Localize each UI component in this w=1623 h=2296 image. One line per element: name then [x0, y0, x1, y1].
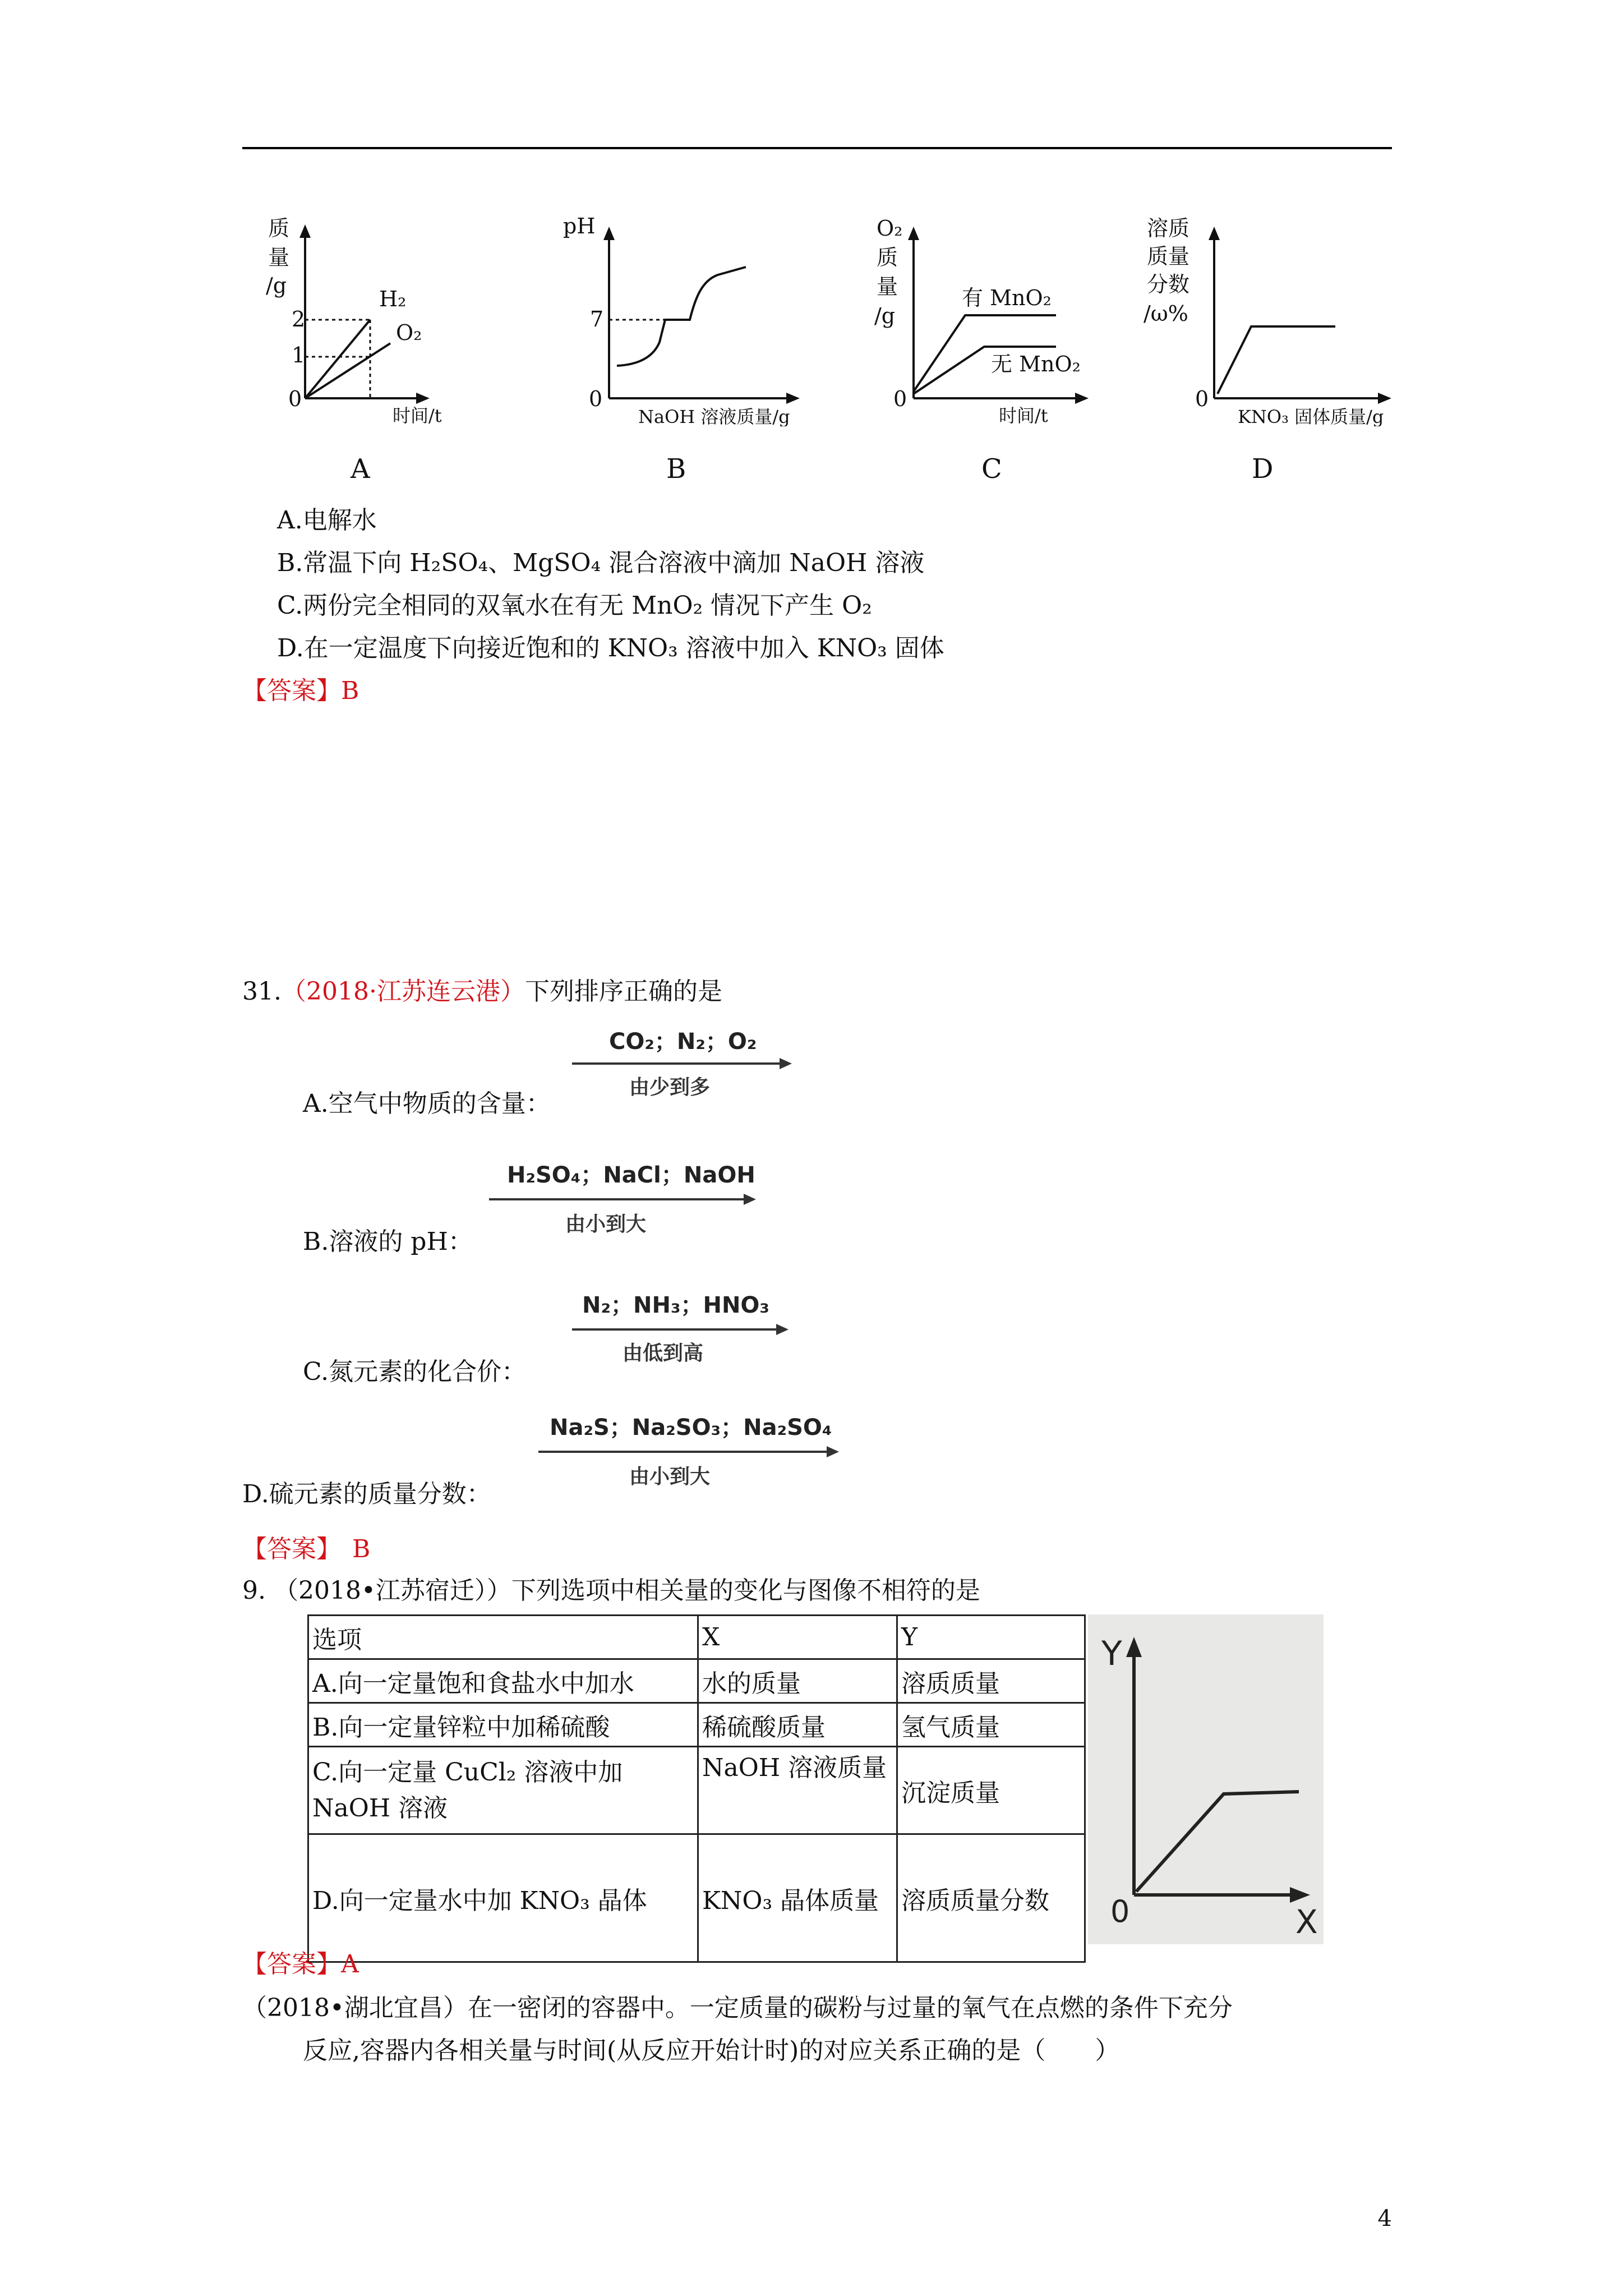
graph-b-letter: B	[666, 453, 686, 485]
q9-photo-y: Y	[1101, 1634, 1122, 1673]
graph-c-ylabel-2: 质	[877, 245, 898, 270]
table-row	[308, 1703, 1085, 1747]
q1-option-c: C.两份完全相同的双氧水在有无 MnO₂ 情况下产生 O₂	[277, 591, 872, 620]
graph-b-ylabel: pH	[563, 214, 596, 238]
q1-option-d: D.在一定温度下向接近饱和的 KNO₃ 溶液中加入 KNO₃ 固体	[277, 634, 944, 662]
q9-row-d-y: 溶质质量分数	[897, 1834, 1085, 1962]
graph-b-origin: 0	[589, 386, 603, 411]
graph-a-line-h2: H₂	[379, 287, 407, 311]
q31-option-d-top: Na₂S；Na₂SO₃；Na₂SO₄	[550, 1415, 832, 1441]
q1-option-a: A.电解水	[277, 506, 377, 535]
q31-option-c-label: C.氮元素的化合价：	[303, 1358, 527, 1386]
q31-option-b-label: B.溶液的 pH：	[303, 1227, 473, 1256]
q31-option-a-top: CO₂；N₂；O₂	[609, 1029, 757, 1055]
q31-answer	[242, 1534, 370, 1565]
q9-row-c-y: 沉淀质量	[897, 1747, 1085, 1834]
graph-a	[258, 213, 471, 426]
table-row	[308, 1616, 1085, 1659]
graph-d-letter: D	[1252, 453, 1274, 485]
q9-row-d-option: D.向一定量水中加 KNO₃ 晶体	[308, 1834, 698, 1962]
q9-header-y: Y	[897, 1616, 1085, 1659]
header-rule	[242, 147, 1392, 149]
q9-photo-origin: 0	[1110, 1894, 1130, 1929]
graph-a-ylabel-1: 质	[268, 216, 290, 241]
q1-option-b: B.常温下向 H₂SO₄、MgSO₄ 混合溶液中滴加 NaOH 溶液	[277, 549, 925, 577]
q9-row-b-y: 氢气质量	[897, 1703, 1085, 1747]
q9-graph-photo	[1088, 1614, 1324, 1944]
graph-d	[1136, 213, 1405, 426]
q9-answer-value: A	[341, 1950, 359, 1978]
q9-row-b-option: B.向一定量锌粒中加稀硫酸	[308, 1703, 698, 1747]
q9-row-d-x: KNO₃ 晶体质量	[698, 1834, 897, 1962]
q9-header-x: X	[698, 1616, 897, 1659]
table-row	[308, 1747, 1085, 1834]
q1-answer-value: B	[341, 677, 359, 705]
q31-option-d-arrow	[533, 1407, 847, 1493]
q31-number: 31.	[242, 977, 282, 1006]
q9-row-a-x: 水的质量	[698, 1659, 897, 1703]
q31-option-b-top: H₂SO₄；NaCl；NaOH	[507, 1162, 755, 1188]
table-row	[308, 1834, 1085, 1962]
q31-option-a-label: A.空气中物质的含量：	[303, 1089, 551, 1118]
q9-answer-label: 【答案】	[242, 1950, 341, 1978]
graph-d-ylabel-2: 质量	[1147, 244, 1190, 269]
q31-option-b-arrow	[483, 1154, 764, 1241]
graph-c	[866, 213, 1102, 426]
q9-row-a-y: 溶质质量	[897, 1659, 1085, 1703]
q1-answer	[242, 675, 359, 707]
graph-c-xlabel: 时间/t	[999, 405, 1048, 426]
graph-a-ylabel-2: 量	[268, 245, 290, 270]
graph-c-ylabel-4: /g	[874, 303, 896, 328]
q9-photo-x: X	[1295, 1903, 1318, 1941]
graph-b	[555, 213, 813, 426]
graph-a-line-o2: O₂	[396, 320, 422, 345]
q9-row-b-x: 稀硫酸质量	[698, 1703, 897, 1747]
q1-answer-label: 【答案】	[242, 677, 341, 705]
q9-header-option: 选项	[308, 1616, 698, 1659]
next-question-line-1: （2018•湖北宜昌）在一密闭的容器中。一定质量的碳粉与过量的氧气在点燃的条件下充分	[242, 1994, 1233, 2022]
q9-row-a-option: A.向一定量饱和食盐水中加水	[308, 1659, 698, 1703]
q31-option-c-bottom: 由低到高	[623, 1342, 704, 1365]
q31-option-b-bottom: 由小到大	[565, 1213, 647, 1236]
graph-c-letter: C	[981, 453, 1002, 485]
q31-answer-label: 【答案】	[242, 1535, 341, 1563]
q31-option-c-arrow	[566, 1285, 802, 1371]
graph-b-ytick-7: 7	[590, 307, 604, 332]
graph-a-ytick-2: 2	[292, 307, 306, 332]
q31-option-c-top: N₂；NH₃；HNO₃	[582, 1292, 769, 1318]
q9-row-c-x: NaOH 溶液质量	[698, 1747, 897, 1834]
graph-a-xlabel: 时间/t	[393, 405, 442, 426]
q31-source: （2018·江苏连云港）	[281, 977, 525, 1006]
q31-option-a-bottom: 由少到多	[629, 1076, 711, 1099]
q9-table	[307, 1614, 1086, 1963]
graph-a-ylabel-3: /g	[266, 273, 287, 298]
graph-c-ylabel-1: O₂	[877, 216, 903, 241]
page-number: 4	[1377, 2206, 1392, 2231]
graph-b-xlabel: NaOH 溶液质量/g	[638, 406, 790, 426]
q31-option-d-label: D.硫元素的质量分数：	[242, 1480, 491, 1508]
q31-heading	[242, 976, 722, 1007]
next-question-line-2: 反应,容器内各相关量与时间(从反应开始计时)的对应关系正确的是（ ）	[303, 2036, 1120, 2065]
q31-stem: 下列排序正确的是	[524, 977, 722, 1006]
q9-heading: 9. （2018•江苏宿迁））下列选项中相关量的变化与图像不相符的是	[242, 1576, 980, 1605]
table-row	[308, 1659, 1085, 1703]
graph-d-ylabel-1: 溶质	[1147, 216, 1190, 241]
q31-option-a-arrow	[566, 1021, 802, 1107]
graph-d-origin: 0	[1195, 386, 1209, 411]
graph-c-line-without: 无 MnO₂	[991, 352, 1081, 376]
q31-option-d-bottom: 由小到大	[629, 1465, 711, 1488]
graph-c-line-with: 有 MnO₂	[962, 286, 1052, 310]
graph-d-ylabel-3: 分数	[1147, 272, 1190, 297]
graph-d-xlabel: KNO₃ 固体质量/g	[1238, 406, 1384, 426]
q9-row-c-option: C.向一定量 CuCl₂ 溶液中加 NaOH 溶液	[308, 1747, 698, 1834]
q31-answer-value: B	[352, 1535, 371, 1563]
graph-c-origin: 0	[893, 386, 907, 411]
graph-a-letter: A	[351, 453, 370, 485]
graph-a-ytick-1: 1	[292, 343, 306, 367]
graph-a-origin: 0	[288, 386, 302, 411]
graph-d-ylabel-4: /ω%	[1144, 301, 1188, 326]
graph-c-ylabel-3: 量	[877, 274, 898, 299]
q9-answer	[242, 1949, 359, 1980]
